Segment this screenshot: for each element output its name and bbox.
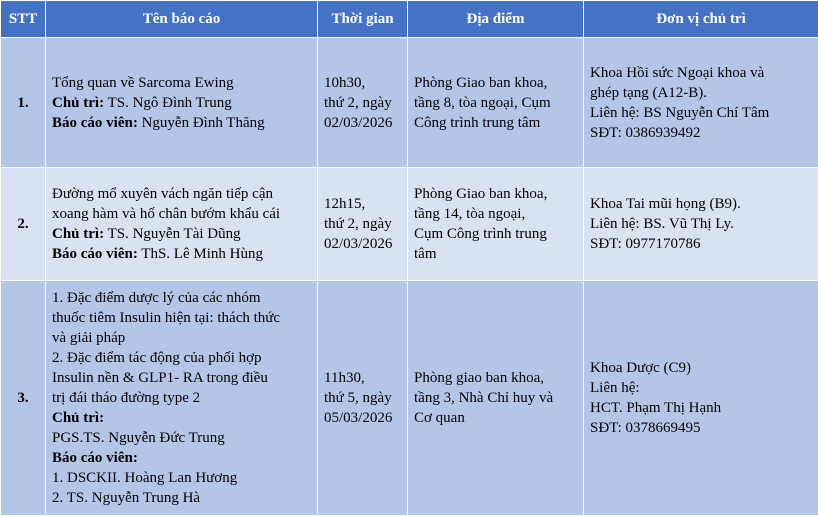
row-number: 3.	[1, 281, 46, 516]
unit-line: Khoa Hồi sức Ngoại khoa và	[590, 64, 765, 81]
time-line: 12h15,	[324, 196, 366, 212]
time-line: 10h30,	[324, 74, 366, 91]
chair-name: TS. Ngô Đình Trung	[104, 94, 232, 111]
chair-label: Chủ trì:	[52, 94, 105, 111]
chair-line	[52, 224, 311, 244]
speaker-name: 1. DSCKII. Hoàng Lan Hương	[52, 470, 238, 486]
chair-label: Chủ trì:	[52, 226, 105, 242]
unit-cell	[584, 168, 818, 281]
unit-line: SĐT: 0386939492	[590, 124, 701, 141]
header-time: Thời gian	[318, 1, 408, 38]
time-line: thứ 2, ngày	[324, 216, 392, 232]
speaker-label: Báo cáo viên:	[52, 114, 138, 131]
place-line: Phòng giao ban khoa,	[414, 370, 544, 386]
place-line: tâm	[414, 246, 437, 262]
time-line: thứ 5, ngày	[324, 390, 392, 406]
report-cell	[46, 281, 318, 516]
place-cell	[408, 281, 584, 516]
time-cell	[318, 168, 408, 281]
row-number: 1.	[1, 38, 46, 168]
place-cell	[408, 38, 584, 168]
header-place: Địa điểm	[408, 1, 584, 38]
report-title: Insulin nền & GLP1- RA trong điều	[52, 370, 268, 386]
time-line: 02/03/2026	[324, 114, 393, 131]
report-title: thuốc tiêm Insulin hiện tại: thách thức	[52, 310, 281, 326]
unit-line: ghép tạng (A12-B).	[590, 84, 708, 101]
chair-name: TS. Nguyễn Tài Dũng	[104, 226, 241, 242]
chair-line	[52, 93, 311, 113]
chair-label: Chủ trì:	[52, 410, 105, 426]
report-title: 2. Đặc điểm tác động của phối hợp	[52, 350, 262, 366]
place-line: tầng 8, tòa ngoại, Cụm	[414, 94, 551, 111]
report-title: và giải pháp	[52, 330, 126, 346]
unit-cell	[584, 281, 818, 516]
time-line: 02/03/2026	[324, 236, 393, 252]
time-cell	[318, 281, 408, 516]
report-title: Đường mổ xuyên vách ngăn tiếp cận	[52, 186, 274, 202]
speaker-name: Nguyễn Đình Thăng	[137, 114, 265, 131]
unit-line: Khoa Tai mũi họng (B9).	[590, 196, 741, 212]
table-row	[1, 168, 818, 281]
unit-cell	[584, 38, 818, 168]
report-cell	[46, 168, 318, 281]
unit-line: SĐT: 0977170786	[590, 236, 701, 252]
place-cell	[408, 168, 584, 281]
header-stt: STT	[1, 1, 46, 38]
speaker-label: Báo cáo viên:	[52, 450, 138, 466]
unit-line: SĐT: 0378669495	[590, 420, 701, 436]
speaker-line	[52, 244, 311, 264]
report-title: Tổng quan về Sarcoma Ewing	[52, 74, 234, 91]
unit-line: Khoa Dược (C9)	[590, 360, 692, 376]
header-title: Tên báo cáo	[46, 1, 318, 38]
header-unit: Đơn vị chủ trì	[584, 1, 818, 38]
time-line: 05/03/2026	[324, 410, 393, 426]
speaker-name: ThS. Lê Minh Hùng	[137, 246, 263, 262]
header-row	[1, 1, 818, 38]
table-row	[1, 38, 818, 168]
place-line: tầng 3, Nhà Chỉ huy và	[414, 390, 554, 406]
chair-label-line	[52, 408, 311, 428]
report-title: xoang hàm và hố chân bướm khẩu cái	[52, 206, 281, 222]
speaker-label: Báo cáo viên:	[52, 246, 138, 262]
place-line: Cơ quan	[414, 410, 465, 426]
speaker-line	[52, 113, 311, 133]
place-line: Phòng Giao ban khoa,	[414, 74, 548, 91]
unit-line: Liên hệ: BS Nguyễn Chí Tâm	[590, 104, 770, 121]
place-line: tầng 14, tòa ngoại,	[414, 206, 526, 222]
time-line: 11h30,	[324, 370, 365, 386]
time-cell	[318, 38, 408, 168]
table-row	[1, 281, 818, 516]
unit-line: HCT. Phạm Thị Hạnh	[590, 400, 722, 416]
chair-name: PGS.TS. Nguyễn Đức Trung	[52, 430, 225, 446]
place-line: Cụm Công trình trung	[414, 226, 547, 242]
row-number: 2.	[1, 168, 46, 281]
unit-line: Liên hệ: BS. Vũ Thị Ly.	[590, 216, 734, 232]
place-line: Phòng Giao ban khoa,	[414, 186, 548, 202]
speaker-name: 2. TS. Nguyễn Trung Hà	[52, 490, 201, 506]
speaker-label-line	[52, 448, 311, 468]
report-cell	[46, 38, 318, 168]
time-line: thứ 2, ngày	[324, 94, 392, 111]
report-title: 1. Đặc điểm dược lý của các nhóm	[52, 290, 261, 306]
place-line: Công trình trung tâm	[414, 114, 541, 131]
unit-line: Liên hệ:	[590, 380, 640, 396]
report-title: trị đái tháo đường type 2	[52, 390, 201, 406]
